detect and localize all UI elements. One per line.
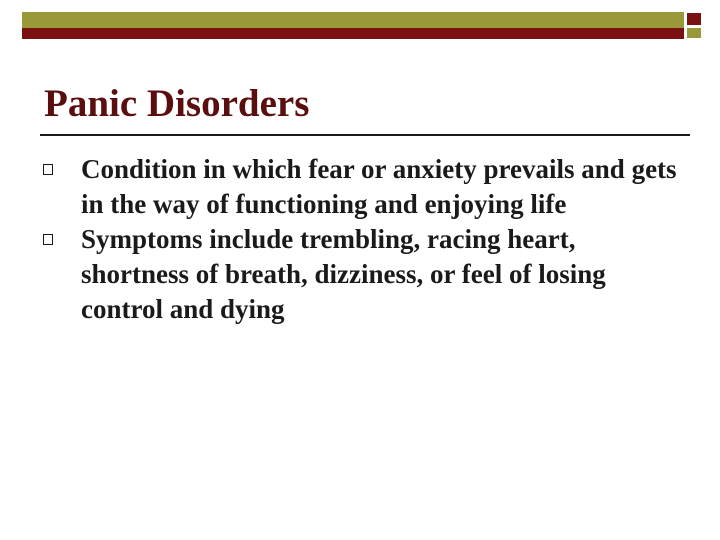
hollow-square-icon <box>43 234 53 245</box>
bullet-item <box>40 152 690 222</box>
hollow-square-icon <box>43 164 53 175</box>
corner-square-olive <box>686 27 702 39</box>
header-banner-olive <box>22 12 684 28</box>
slide-title: Panic Disorders <box>44 82 310 125</box>
corner-square-maroon <box>686 12 702 26</box>
bullet-item <box>40 222 690 327</box>
bullet-text: Condition in which fear or anxiety prevails and gets in the way of functioning and enjoying life <box>81 154 677 219</box>
title-divider <box>40 134 690 136</box>
bullet-text: Symptoms include trembling, racing heart, shortness of breath, dizziness, or feel of losing control and dying <box>81 224 606 324</box>
corner-decoration <box>686 12 704 39</box>
header-banner-maroon <box>22 28 684 39</box>
bullet-list <box>40 152 690 327</box>
